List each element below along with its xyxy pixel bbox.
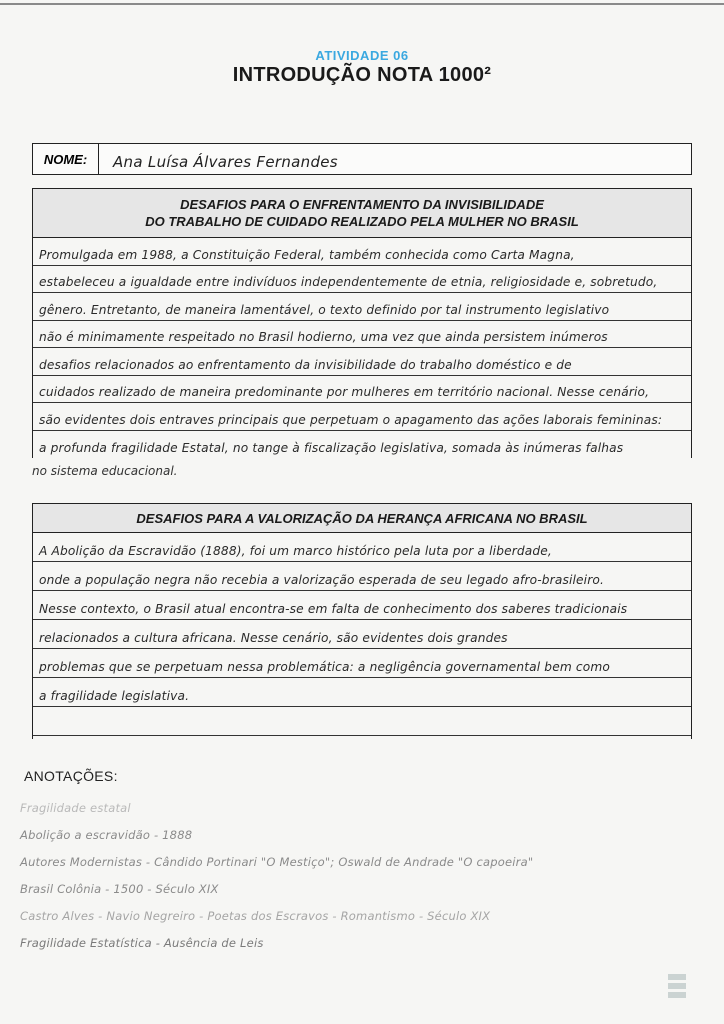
section1-writing-box bbox=[32, 238, 692, 458]
handwritten-text: estabeleceu a igualdade entre indivíduos independentemente de etnia, religiosidade e, sobretudo, bbox=[39, 275, 658, 289]
section1-overflow bbox=[28, 458, 708, 480]
handwritten-text: Promulgada em 1988, a Constituição Federal, também conhecida como Carta Magna, bbox=[39, 247, 575, 262]
name-label: NOME: bbox=[33, 144, 99, 174]
handwritten-text: não é minimamente respeitado no Brasil hodierno, uma vez que ainda persistem inúmeros bbox=[39, 330, 608, 344]
overflow-line bbox=[28, 458, 708, 480]
name-field bbox=[32, 143, 692, 175]
writing-line bbox=[33, 707, 691, 736]
annotation-text: Brasil Colônia - 1500 - Século XIX bbox=[20, 882, 219, 896]
writing-line bbox=[33, 620, 691, 649]
annotations-label: ANOTAÇÕES: bbox=[24, 768, 118, 784]
writing-line bbox=[33, 321, 691, 349]
writing-line bbox=[33, 533, 691, 562]
annotation-text: Autores Modernistas - Cândido Portinari "O Mestiço"; Oswald de Andrade "O capoeira" bbox=[20, 855, 534, 869]
annotation-text: Fragilidade estatal bbox=[20, 801, 131, 815]
section2-writing-box bbox=[32, 533, 692, 739]
writing-line bbox=[33, 238, 691, 266]
handwritten-text: a fragilidade legislativa. bbox=[39, 689, 190, 703]
handwritten-text: desafios relacionados ao enfrentamento da invisibilidade do trabalho doméstico e de bbox=[39, 357, 572, 372]
annotation-item bbox=[20, 819, 700, 846]
writing-line bbox=[33, 431, 691, 459]
writing-line bbox=[33, 649, 691, 678]
handwritten-text: problemas que se perpetuam nessa problemática: a negligência governamental bem como bbox=[39, 660, 610, 674]
annotation-text: Abolição a escravidão - 1888 bbox=[20, 828, 193, 842]
annotation-text: Castro Alves - Navio Negreiro - Poetas dos Escravos - Romantismo - Século XIX bbox=[20, 909, 491, 923]
section2-heading: DESAFIOS PARA A VALORIZAÇÃO DA HERANÇA AFRICANA NO BRASIL bbox=[32, 503, 692, 533]
writing-line bbox=[33, 293, 691, 321]
annotation-item bbox=[20, 792, 700, 819]
handwritten-text: onde a população negra não recebia a valorização esperada de seu legado afro-brasileiro. bbox=[39, 573, 605, 587]
writing-line bbox=[33, 562, 691, 591]
corner-logo-icon bbox=[666, 972, 688, 1000]
page-title: INTRODUÇÃO NOTA 1000² bbox=[232, 64, 492, 86]
annotation-item bbox=[20, 927, 700, 954]
writing-line bbox=[33, 591, 691, 620]
writing-line bbox=[33, 403, 691, 431]
annotation-item bbox=[20, 900, 700, 927]
writing-line bbox=[33, 348, 691, 376]
name-value: Ana Luísa Álvares Fernandes bbox=[113, 153, 338, 171]
annotation-text: Fragilidade Estatística - Ausência de Leis bbox=[20, 936, 264, 950]
writing-line bbox=[33, 376, 691, 404]
writing-line bbox=[33, 266, 691, 294]
handwritten-text: cuidados realizado de maneira predominante por mulheres em território nacional. Nesse cenário, bbox=[39, 385, 650, 399]
writing-line bbox=[33, 678, 691, 707]
annotations-list bbox=[20, 792, 700, 954]
top-border-line bbox=[0, 3, 724, 5]
annotation-item bbox=[20, 873, 700, 900]
handwritten-text: a profunda fragilidade Estatal, no tange à fiscalização legislativa, somada às inúmeras falhas bbox=[39, 441, 624, 455]
handwritten-text: no sistema educacional. bbox=[32, 464, 178, 478]
section1-heading bbox=[32, 188, 692, 238]
handwritten-text: são evidentes dois entraves principais que perpetuam o apagamento das ações laborais femininas: bbox=[39, 412, 663, 427]
handwritten-text: Nesse contexto, o Brasil atual encontra-se em falta de conhecimento dos saberes tradicionais bbox=[39, 602, 628, 616]
handwritten-text: gênero. Entretanto, de maneira lamentável, o texto definido por tal instrumento legislativo bbox=[39, 302, 610, 317]
annotation-item bbox=[20, 846, 700, 873]
section1-heading-line2: DO TRABALHO DE CUIDADO REALIZADO PELA MULHER NO BRASIL bbox=[145, 214, 579, 229]
section1-heading-line1: DESAFIOS PARA O ENFRENTAMENTO DA INVISIBILIDADE bbox=[180, 197, 544, 212]
handwritten-text: relacionados a cultura africana. Nesse cenário, são evidentes dois grandes bbox=[39, 631, 508, 645]
handwritten-text: A Abolição da Escravidão (1888), foi um marco histórico pela luta por a liberdade, bbox=[39, 544, 552, 558]
activity-number: ATIVIDADE 06 bbox=[315, 48, 409, 63]
